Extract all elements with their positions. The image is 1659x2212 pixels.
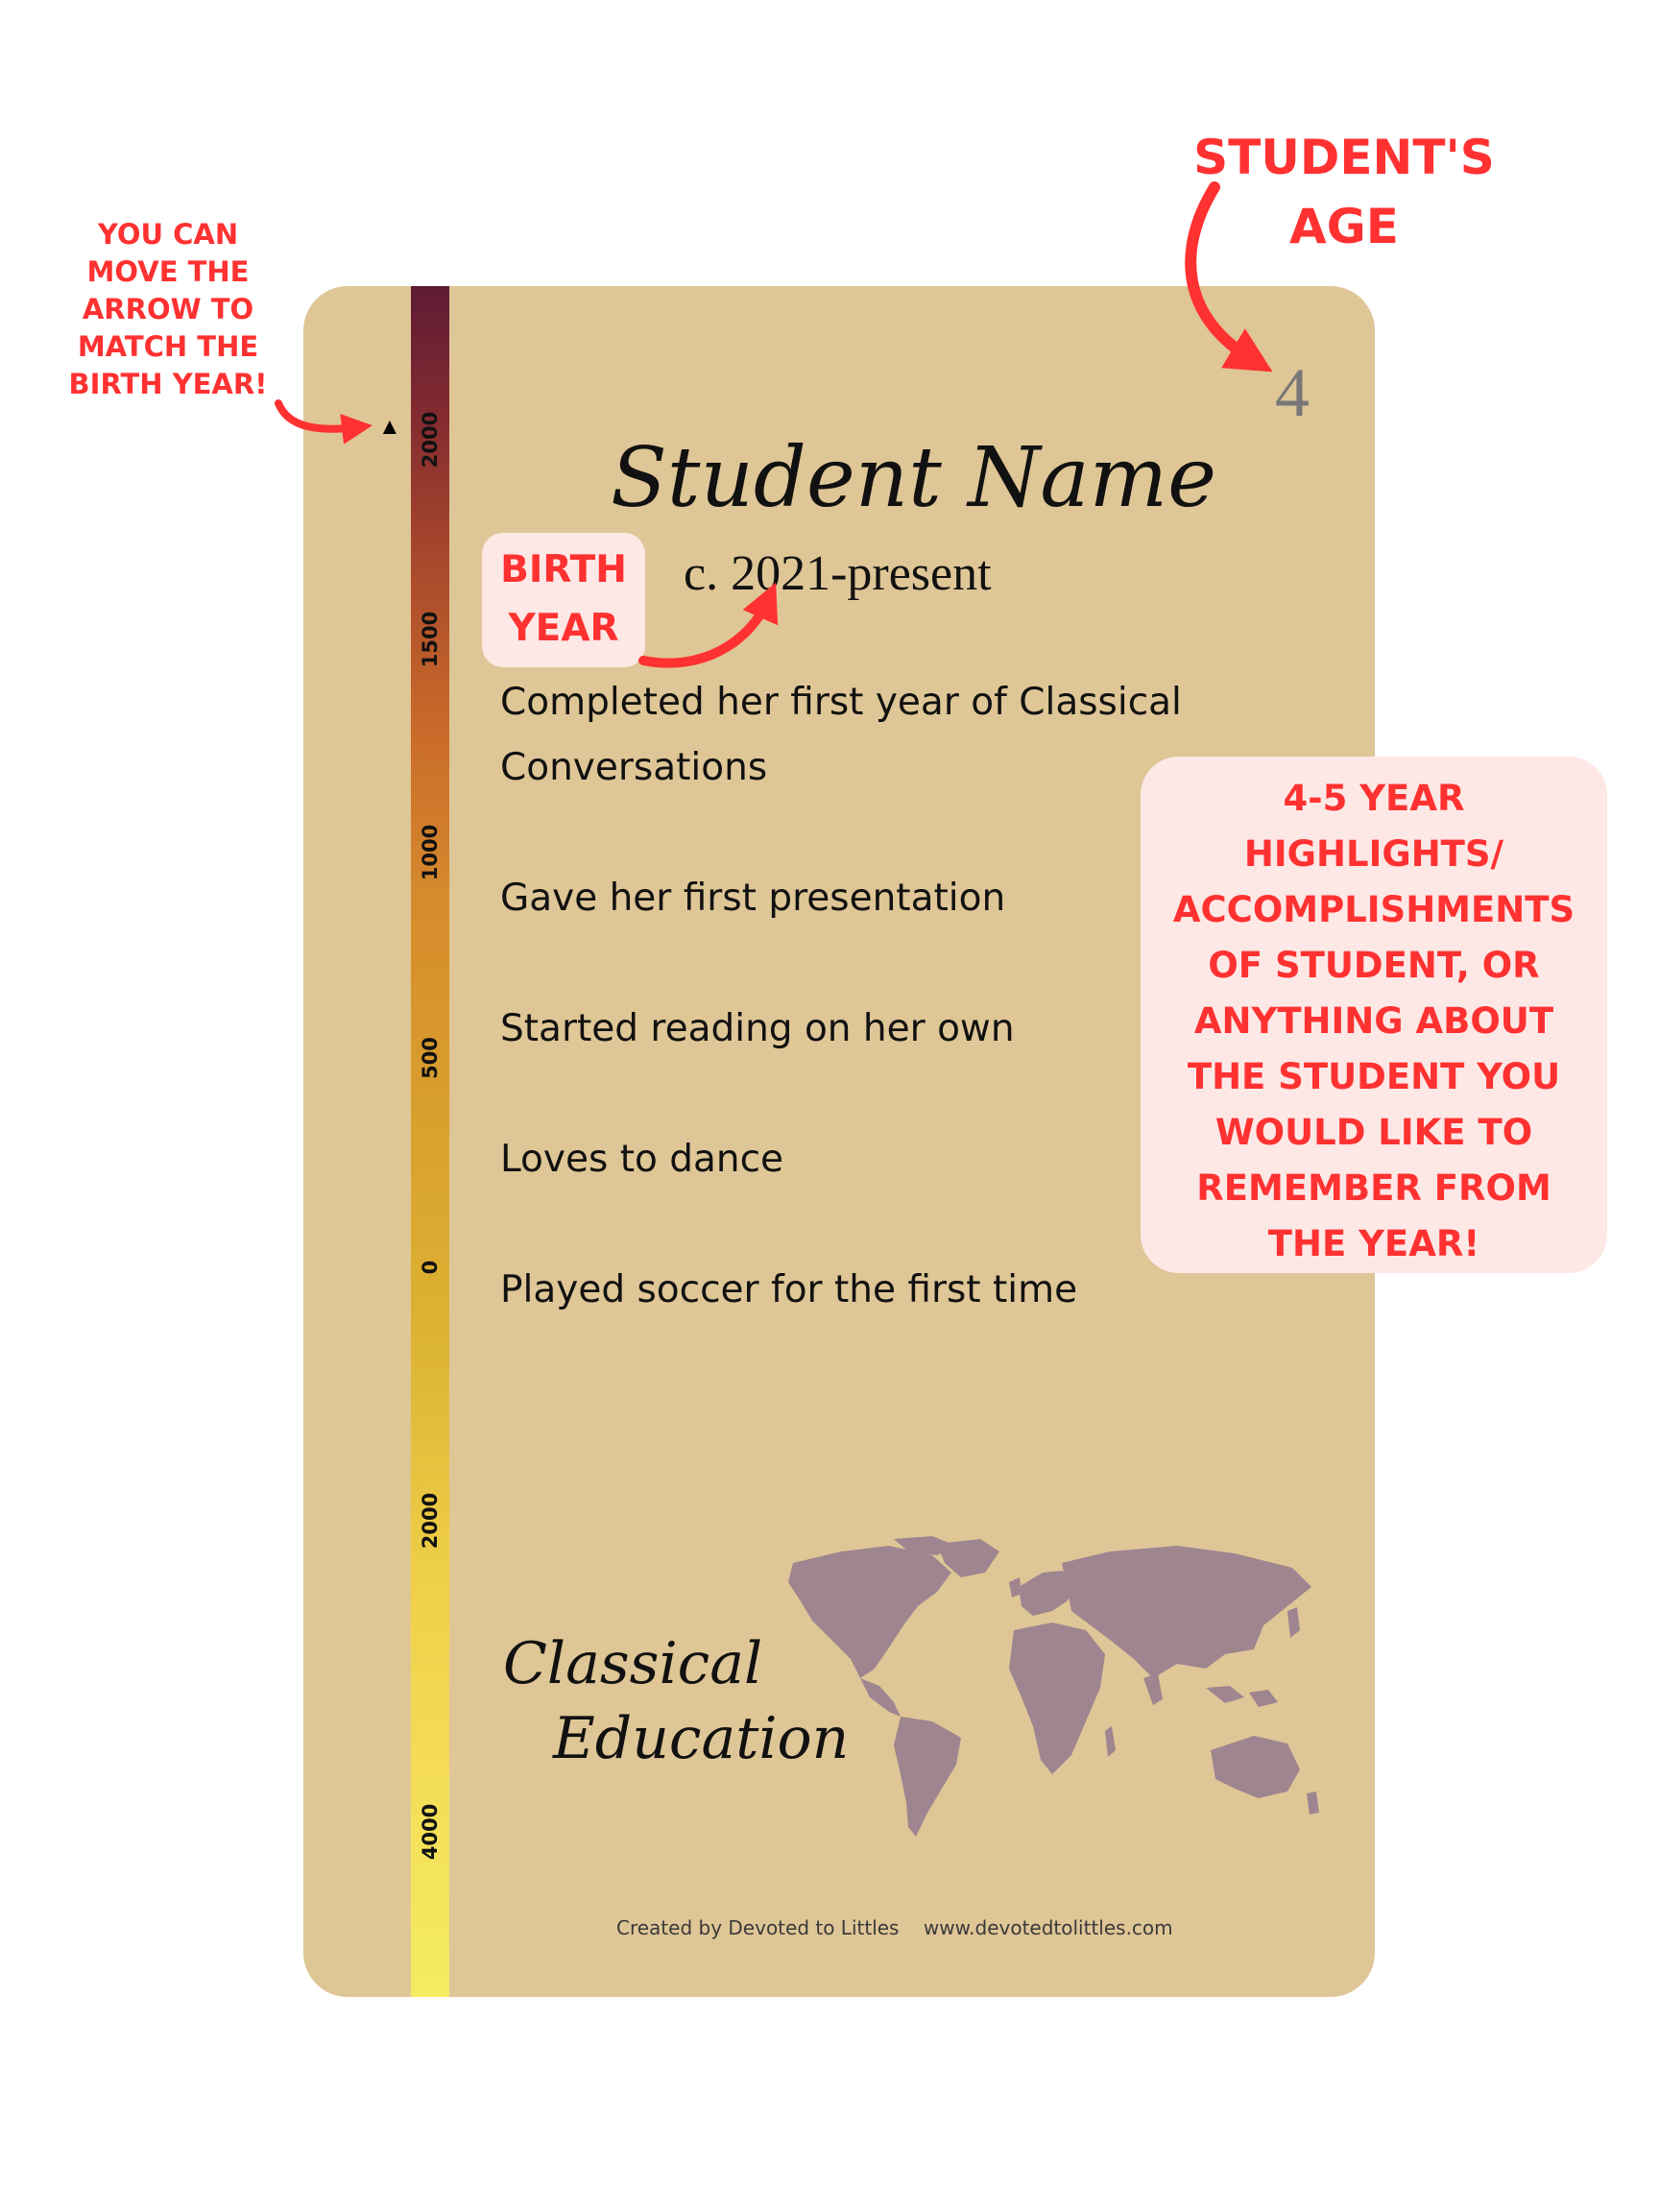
highlights-note-line: ANYTHING ABOUT [1193,1000,1554,1042]
highlights-note-line: HIGHLIGHTS/ [1243,833,1504,875]
birth-year-note-line: YEAR [508,607,619,650]
move-arrow-note-line: MOVE THE [86,255,250,288]
brand-title: Classical [503,1630,763,1697]
highlight-item: Started reading on her own [500,1007,1015,1050]
student-age: 4 [1275,354,1310,431]
age-arrow-icon [1190,187,1253,360]
highlight-item: Completed her first year of Classical Conversations [500,681,1182,789]
birth-dates: c. 2021-present [684,546,992,601]
timeline-tick-label: 1000 [419,824,442,881]
birth-year-arrow-icon [643,600,768,663]
student-age-note-line: AGE [1289,199,1399,254]
highlights-note-line: WOULD LIKE TO [1214,1112,1533,1153]
move-arrow-note-line: BIRTH YEAR! [68,368,268,400]
student-name: Student Name [611,430,1217,526]
move-arrow-note-line: ARROW TO [82,293,254,325]
timeline-tick-label: 4000 [419,1803,442,1861]
highlight-item: Loves to dance [500,1138,784,1181]
highlights-note-line: OF STUDENT, OR [1208,945,1540,986]
timeline-tick-label: 0 [419,1260,442,1275]
move-arrow-pointer-icon [278,403,357,429]
highlights-note-line: REMEMBER FROM [1196,1167,1551,1209]
student-age-note-line: STUDENT'S [1193,130,1495,185]
timeline-tick-label: 1500 [419,611,442,668]
move-arrow-note-line: YOU CAN [97,218,239,251]
highlights-note-line: ACCOMPLISHMENTS [1172,889,1575,930]
credit-line: Created by Devoted to Littles www.devotedtolittles.com [616,1916,1173,1939]
brand-title: Education [553,1705,850,1772]
timeline-tick-label: 2000 [419,411,442,469]
highlights-note-line: THE YEAR! [1267,1223,1480,1264]
highlight-item: Played soccer for the first time [500,1268,1078,1311]
birth-year-marker-icon[interactable]: ▲ [378,414,401,440]
timeline-tick-label: 2000 [419,1492,442,1550]
highlights-note-line: THE STUDENT YOU [1187,1056,1561,1097]
highlight-item: Gave her first presentation [500,877,1006,920]
highlights-note-line: 4-5 YEAR [1283,778,1465,819]
birth-year-note-line: BIRTH [500,548,627,591]
move-arrow-note-line: MATCH THE [77,330,259,363]
timeline-tick-label: 500 [419,1037,442,1079]
